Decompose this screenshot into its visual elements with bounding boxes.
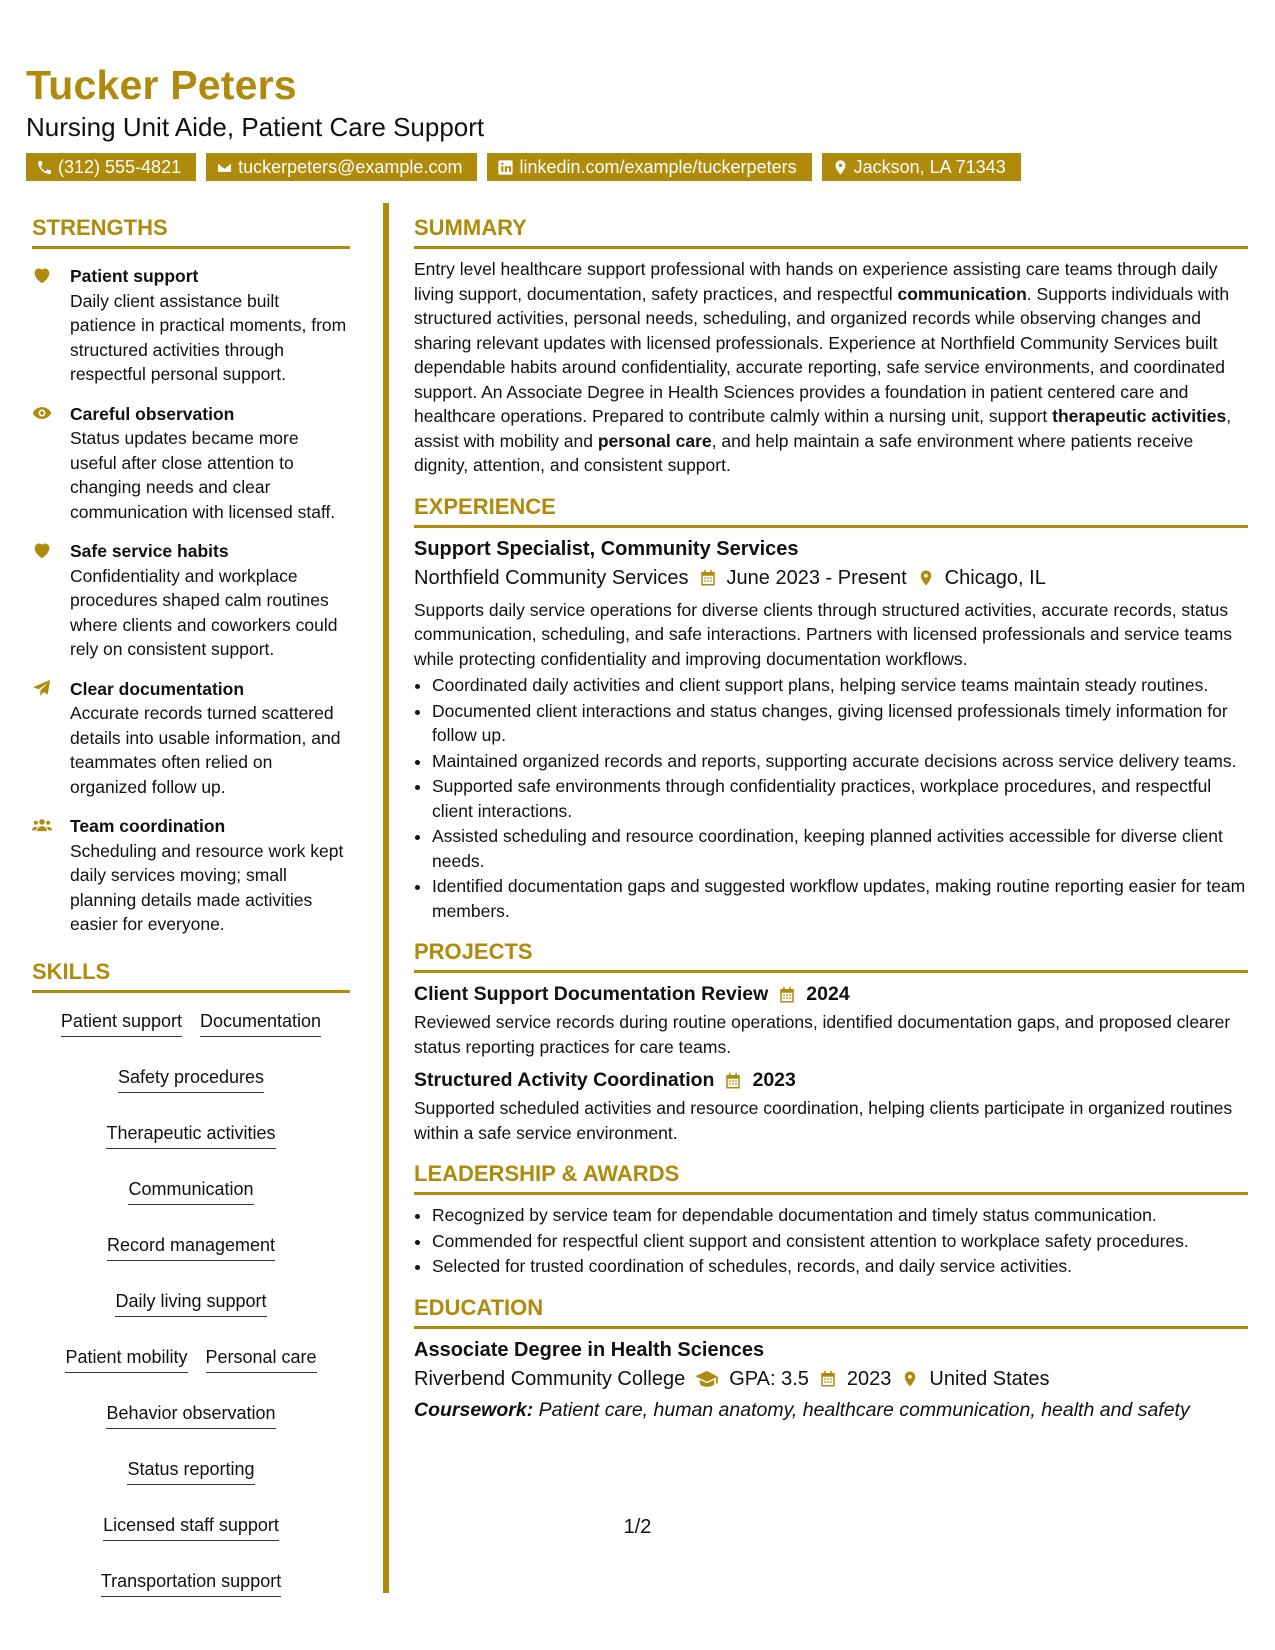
strength-title: Patient support	[70, 266, 199, 286]
job-company: Northfield Community Services	[414, 566, 689, 589]
project-year: 2024	[806, 983, 850, 1005]
list-item: • Documented client interactions and status changes, giving licensed professionals timely information for follow up.	[432, 699, 1248, 748]
contact-phone[interactable]	[26, 153, 196, 181]
summary-section	[414, 215, 1248, 478]
leadership-section	[414, 1161, 1248, 1279]
list-item: • Maintained organized records and reports, supporting accurate decisions across service delivery teams.	[432, 749, 1248, 774]
strengths-section	[32, 215, 350, 937]
left-column	[32, 215, 350, 1613]
contact-location-text: Jackson, LA 71343	[853, 157, 1006, 177]
location-pin-icon	[901, 1370, 919, 1388]
job-dates: June 2023 - Present	[726, 566, 907, 589]
education-location: United States	[929, 1367, 1050, 1390]
coursework-text: Patient care, human anatomy, healthcare communication, health and safety	[533, 1398, 1190, 1421]
linkedin-icon	[497, 159, 514, 176]
heart-icon	[32, 266, 52, 284]
project-title-row	[414, 983, 1248, 1006]
projects-heading: PROJECTS	[414, 939, 1248, 973]
summary-text: Entry level healthcare support professional with hands on experience assisting care teams through daily living support, documentation, safety practices, and respectful communication. Supports individuals with structured activities, personal needs, scheduling, and organized records while observing changes and sharing relevant updates with licensed professionals. Experience at Northfield Community Services built dependable habits around confidentiality, accurate reporting, safe service environments, and coordinated support. An Associate Degree in Health Sciences provides a foundation in patient centered care and healthcare operations. Prepared to contribute calmly within a nursing unit, support therapeutic activities, assist with mobility and personal care, and help maintain a safe environment where patients receive dignity, attention, and consistent support.	[414, 259, 1232, 475]
job-location: Chicago, IL	[944, 566, 1046, 589]
coursework-label: Coursework:	[414, 1398, 534, 1421]
list-item: • Assisted scheduling and resource coordination, keeping planned activities accessible for diverse client needs.	[432, 824, 1248, 873]
skills-list	[32, 1009, 350, 1597]
strength-item	[32, 402, 350, 525]
skill-tag: Safety procedures	[118, 1065, 264, 1093]
project-desc: Supported scheduled activities and resource coordination, helping clients participate in organized routines within a safe service environment.	[414, 1098, 1233, 1143]
envelope-icon	[216, 159, 233, 176]
degree-title: Associate Degree in Health Sciences	[414, 1338, 765, 1361]
project-desc: Reviewed service records during routine operations, identified documentation gaps, and proposed clearer status reporting practices for care teams.	[414, 1012, 1231, 1057]
list-item: • Commended for respectful client support and consistent attention to workplace safety procedures.	[432, 1229, 1248, 1254]
job-meta	[414, 567, 1248, 590]
users-icon	[32, 816, 52, 834]
contact-email-text: tuckerpeters@example.com	[238, 157, 463, 177]
list-item: • Recognized by service team for dependable documentation and timely status communication.	[432, 1203, 1248, 1228]
strength-item	[32, 539, 350, 662]
strengths-heading: STRENGTHS	[32, 215, 350, 249]
skill-tag: Patient mobility	[65, 1345, 187, 1373]
strength-title: Safe service habits	[70, 541, 229, 561]
education-heading: EDUCATION	[414, 1295, 1248, 1329]
contact-bar	[26, 153, 1021, 181]
skill-tag: Personal care	[206, 1345, 317, 1373]
candidate-name: Tucker Peters	[26, 62, 297, 108]
location-pin-icon	[832, 159, 849, 176]
summary-heading: SUMMARY	[414, 215, 1248, 249]
calendar-icon	[778, 986, 796, 1004]
right-column	[414, 215, 1248, 1438]
skill-tag: Communication	[128, 1177, 253, 1205]
list-item: • Coordinated daily activities and client support plans, helping service teams maintain steady routines.	[432, 673, 1248, 698]
strength-item	[32, 677, 350, 800]
skill-tag: Behavior observation	[106, 1401, 275, 1429]
job-title: Support Specialist, Community Services	[414, 537, 799, 560]
column-divider	[383, 203, 389, 1593]
heart-icon	[32, 541, 52, 559]
calendar-icon	[724, 1072, 742, 1090]
graduation-year: 2023	[846, 1367, 892, 1390]
graduation-cap-icon	[695, 1370, 719, 1388]
project-title: Structured Activity Coordination	[414, 1069, 715, 1091]
skill-tag: Daily living support	[115, 1289, 266, 1317]
education-meta	[414, 1368, 1248, 1391]
leadership-heading: LEADERSHIP & AWARDS	[414, 1161, 1248, 1195]
experience-heading: EXPERIENCE	[414, 494, 1248, 528]
skill-tag: Documentation	[200, 1009, 321, 1037]
project-year: 2023	[752, 1069, 796, 1091]
skills-section	[32, 959, 350, 1597]
education-section	[414, 1295, 1248, 1422]
strength-title: Careful observation	[70, 403, 235, 424]
coursework	[414, 1399, 1248, 1422]
leadership-list	[414, 1203, 1248, 1279]
projects-section	[414, 939, 1248, 1145]
project-title: Client Support Documentation Review	[414, 983, 769, 1005]
skills-heading: SKILLS	[32, 959, 350, 993]
strength-desc: Status updates became more useful after close attention to changing needs and clear communication with licensed staff.	[70, 428, 336, 522]
strength-title: Team coordination	[70, 816, 226, 836]
job-bullets	[414, 673, 1248, 923]
skill-tag: Status reporting	[127, 1457, 254, 1485]
strength-desc: Confidentiality and workplace procedures shaped calm routines where clients and coworkers could rely on consistent support.	[70, 565, 338, 659]
project-title-row	[414, 1069, 1248, 1092]
contact-location	[822, 153, 1021, 181]
skill-tag: Licensed staff support	[103, 1513, 279, 1541]
strength-item	[32, 264, 350, 387]
experience-section	[414, 494, 1248, 924]
strength-desc: Accurate records turned scattered details into usable information, and teammates often relied on organized follow up.	[70, 703, 341, 797]
contact-linkedin[interactable]	[487, 153, 811, 181]
job-description: Supports daily service operations for diverse clients through structured activities, accurate records, status communication, scheduling, and safe interactions. Partners with licensed professionals and service teams while protecting confidentiality and improving documentation workflows.	[414, 599, 1233, 669]
strength-title: Clear documentation	[70, 678, 245, 699]
paper-plane-icon	[32, 679, 52, 697]
skill-tag: Record management	[107, 1233, 275, 1261]
calendar-icon	[699, 569, 717, 587]
skill-tag: Patient support	[61, 1009, 182, 1037]
contact-phone-text: (312) 555-4821	[58, 157, 182, 177]
strength-desc: Scheduling and resource work kept daily services moving; small planning details made activities easier for everyone.	[70, 840, 344, 934]
eye-icon	[32, 404, 52, 422]
strength-item	[32, 814, 350, 937]
contact-linkedin-text: linkedin.com/example/tuckerpeters	[519, 157, 797, 177]
calendar-icon	[819, 1370, 837, 1388]
list-item: • Supported safe environments through confidentiality practices, workplace procedures, and respectful client interactions.	[432, 774, 1248, 823]
phone-icon	[36, 159, 53, 176]
list-item: • Identified documentation gaps and suggested workflow updates, making routine reporting easier for team members.	[432, 874, 1248, 923]
gpa: GPA: 3.5	[729, 1367, 809, 1390]
school-name: Riverbend Community College	[414, 1367, 686, 1390]
skill-tag: Therapeutic activities	[106, 1121, 275, 1149]
candidate-headline: Nursing Unit Aide, Patient Care Support	[26, 112, 485, 142]
strength-desc: Daily client assistance built patience in practical moments, from structured activities through respectful personal support.	[70, 290, 347, 384]
list-item: • Selected for trusted coordination of schedules, records, and daily service activities.	[432, 1254, 1248, 1279]
skill-tag: Transportation support	[101, 1569, 281, 1597]
location-pin-icon	[917, 569, 935, 587]
contact-email[interactable]	[206, 153, 477, 181]
page-number: 1/2	[623, 1516, 652, 1538]
